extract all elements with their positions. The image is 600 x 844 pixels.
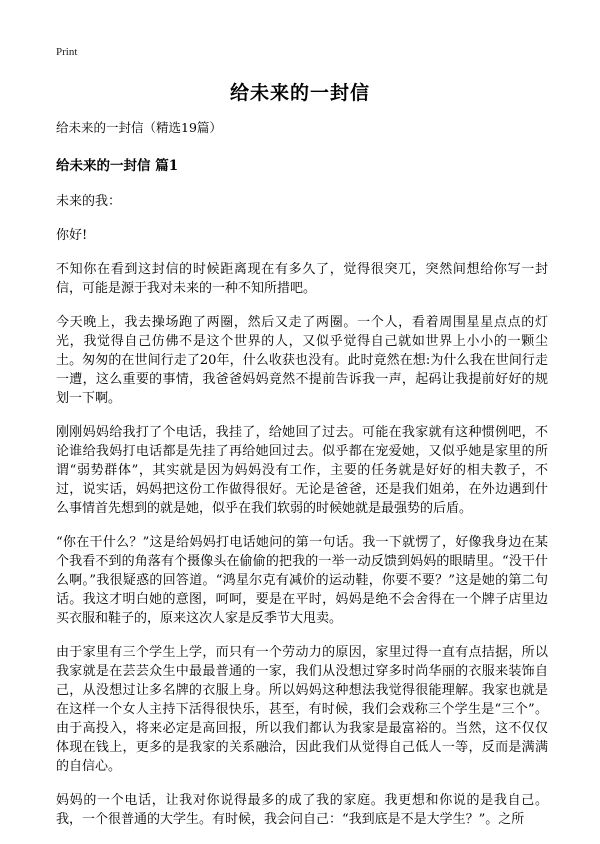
document-content	[56, 118, 548, 844]
paragraph: 由于家里有三个学生上学，而只有一个劳动力的原因，家里过得一直有点拮据，所以我家就是在芸芸众生中最最普通的一家，我们从没想过穿多时尚华丽的衣服来装饰自己，从没想过让多名牌的衣服上身。所以妈妈这种想法我觉得很能理解。我家也就是在这样一个女人主持下活得很快乐，甚至，有时候，我们会戏称三个学生是“三个”。由于高投入，将来必定是高回报，所以我们都认为我家是最富裕的。当然，这不仅仅体现在钱上，更多的是我家的关系融洽，因此我们从觉得自己低人一等，反而是满满的自信心。	[56, 645, 548, 774]
paragraph: “你在干什么？”这是给妈妈打电话她问的第一句话。我一下就愣了，好像我身边在某个我看不到的角落有个摄像头在偷偷的把我的一举一动反馈到妈妈的眼睛里。“没干什么啊。”我很疑惑的回答道。“鸿星尔克有减价的运动鞋，你要不要？”这是她的第二句话。我这才明白她的意图，呵呵，要是在平时，妈妈是绝不会舍得在一个牌子店里边买衣服和鞋子的，原来这次人家是反季节大甩卖。	[56, 535, 548, 626]
greeting: 你好!	[56, 228, 88, 243]
print-link[interactable]: Print	[56, 46, 78, 58]
section-heading: 给未来的一封信 篇1	[56, 158, 179, 174]
paragraph: 今天晚上，我去操场跑了两圈，然后又走了两圈。一个人，看着周围星星点点的灯光，我觉得自己仿佛不是这个世界的人，又似乎觉得自己就如世界上小小的一颗尘土。匆匆的在世间行走了20年，什么收获也没有。此时竟然在想:为什么我在世间行走一遭，这么重要的事情，我爸爸妈妈竟然不提前告诉我一声，起码让我提前好好的规划一下啊。	[56, 315, 548, 406]
paragraph: 妈妈的一个电话，让我对你说得最多的成了我的家庭。我更想和你说的是我自己。我，一个很普通的大学生。有时候，我会问自己：“我到底是不是大学生？”。之所	[56, 793, 548, 827]
salutation: 未来的我：	[56, 194, 122, 209]
paragraph: 刚刚妈妈给我打了个电话，我挂了，给她回了过去。可能在我家就有这种惯例吧，不论谁给我妈打电话都是先挂了再给她回过去。似乎都在宠爱她，又似乎她是家里的所谓“弱势群体”，其实就是因为妈妈没有工作，主要的任务就是好好的相夫教子，不过，说实话，妈妈把这份工作做得很好。无论是爸爸，还是我们姐弟，在外边遇到什么事情首先想到的就是她，似乎在我们软弱的时候她就是最强势的后盾。	[56, 425, 548, 516]
page-title: 给未来的一封信	[229, 82, 370, 104]
paragraph: 不知你在看到这封信的时候距离现在有多久了，觉得很突兀，突然间想给你写一封信，可能是源于我对未来的一种不知所措吧。	[56, 262, 548, 296]
subtitle: 给未来的一封信（精选19篇）	[56, 120, 222, 135]
